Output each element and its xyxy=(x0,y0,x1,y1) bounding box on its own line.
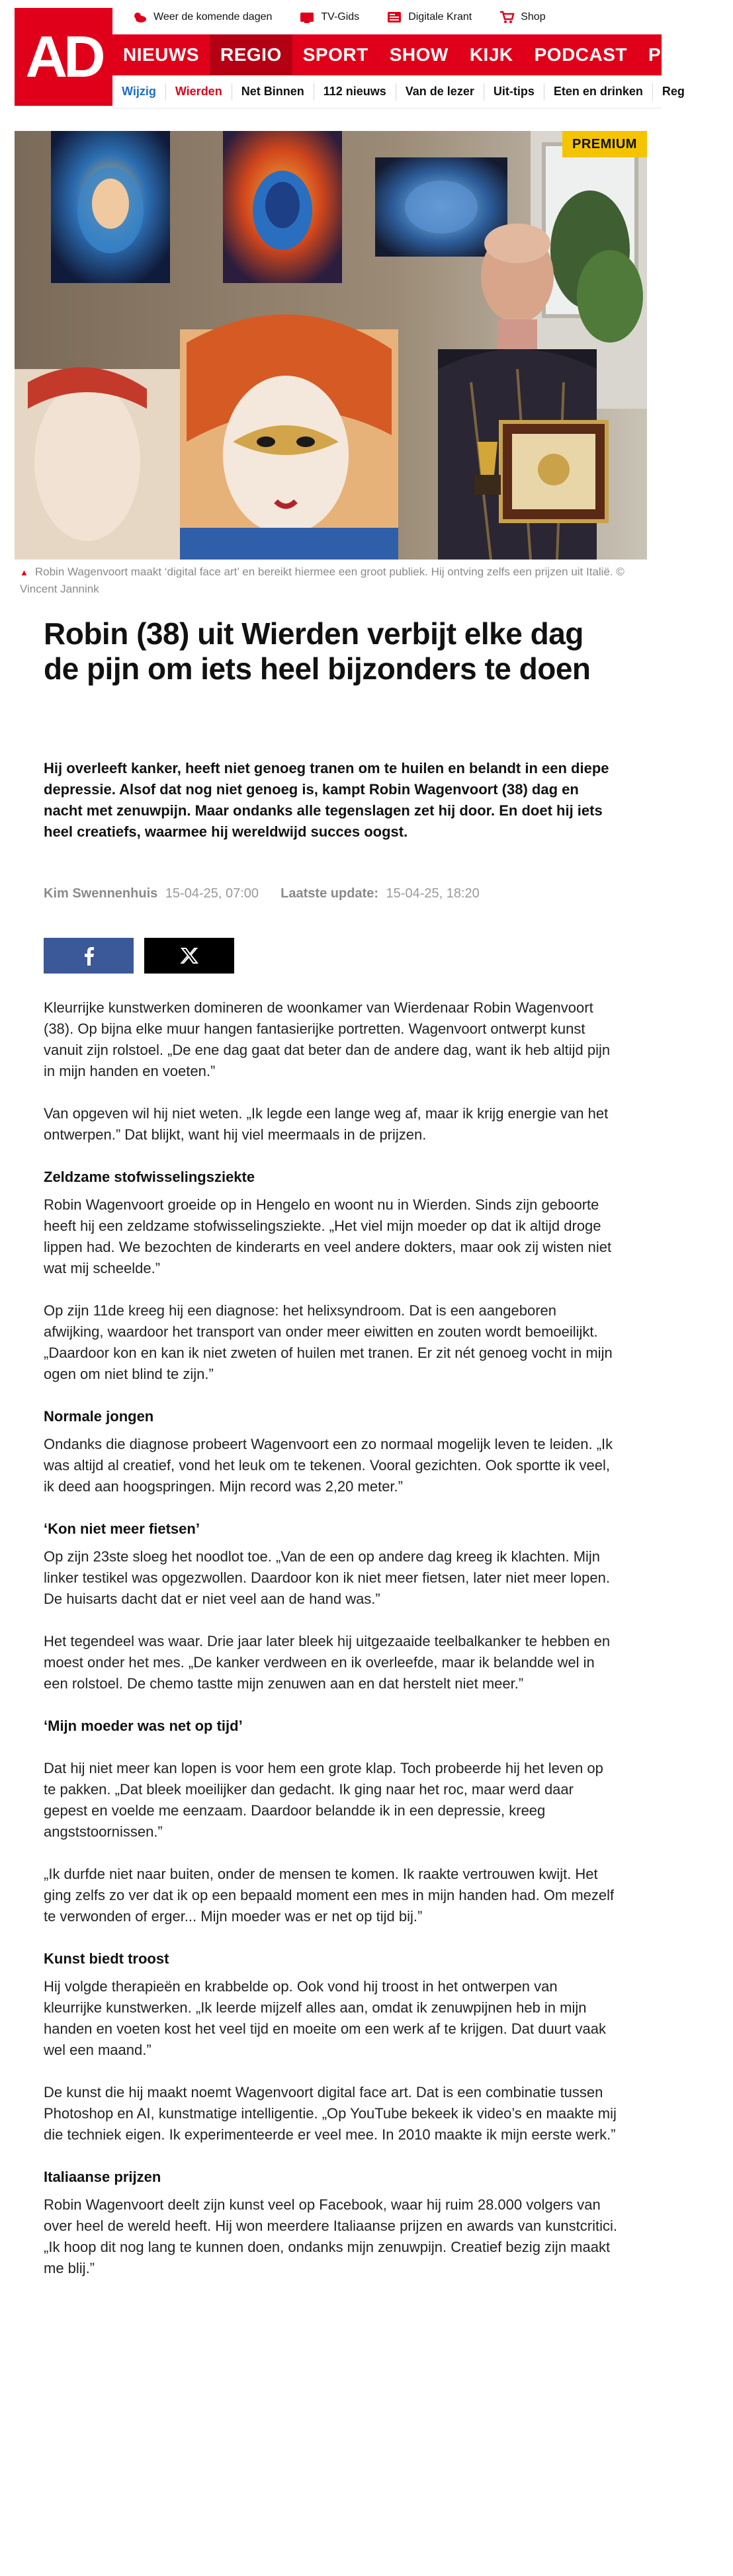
x-icon xyxy=(180,946,198,965)
facebook-icon xyxy=(83,946,95,966)
paragraph: Dat hij niet meer kan lopen is voor hem een grote klap. Toch probeerde hij het leven op te pakken. „Dat bleek moeilijker dan gedacht. Ik ging naar het roc, maar werd daar gepest en voelde me eenzaam. Daardoor belandde ik in een depressie, kreeg angststoornissen.” xyxy=(44,1760,603,1840)
paragraph: Het tegendeel was waar. Drie jaar later bleek hij uitgezaaide teelbalkanker te hebben en moest onder het mes. „De kanker verdween en ik overleefde, maar ik belandde wel in een rolstoel. De chemo tastte mijn zenuwen aan en dat herstelt niet meer.” xyxy=(44,1633,611,1692)
topbar-krant-label: Digitale Krant xyxy=(408,11,472,22)
nav-puzzel[interactable]: PUZZEL xyxy=(648,44,722,65)
topbar-weather[interactable] xyxy=(132,11,272,24)
article-body xyxy=(44,997,619,2300)
nav-sport[interactable]: SPORT xyxy=(302,44,368,65)
hero-photo xyxy=(15,131,647,560)
hero-image xyxy=(15,131,647,560)
updated-date: 15-04-25, 18:20 xyxy=(386,886,480,901)
paragraph: Hij volgde therapieën en krabbelde op. Ook vond hij troost in het ontwerpen van kleurrijke kunstwerken. „Ik leerde mijzelf alles aan, omdat ik zenuwpijnen heb in mijn handen en voeten kost het veel tijd en moeite om een werk af te krijgen. Dat duurt vaak wel een maand.” xyxy=(44,1978,606,2058)
subnav-van-de-lezer[interactable]: Van de lezer xyxy=(396,83,484,101)
caption-triangle-icon: ▲ xyxy=(20,567,28,577)
subnav-net-binnen[interactable]: Net Binnen xyxy=(232,83,314,101)
paragraph: Ondanks die diagnose probeert Wagenvoort een zo normaal mogelijk leven te leiden. „Ik was altijd al creatief, vond het leuk om te tekenen. Vooral gezichten. Ook sportte ik veel, ik deed aan hoogspringen. Mijn record was 2,20 meter.” xyxy=(44,1436,613,1495)
main-navigation xyxy=(112,34,722,75)
nav-kijk[interactable]: KIJK xyxy=(469,44,513,65)
topbar-shop[interactable] xyxy=(499,11,545,24)
subheading: ‘Kon niet meer fietsen’ xyxy=(44,1520,200,1537)
caption-text: Robin Wagenvoort maakt ‘digital face art’ en bereikt hiermee een groot publiek. Hij ontving zelfs een prijzen uit Italië. © Vincent Jannink xyxy=(20,565,625,595)
topbar-krant[interactable] xyxy=(387,11,472,24)
sub-navigation xyxy=(112,75,685,108)
nav-regio[interactable]: REGIO xyxy=(210,34,292,75)
subheading: ‘Mijn moeder was net op tijd’ xyxy=(44,1718,243,1734)
subnav-uit-tips[interactable]: Uit-tips xyxy=(484,83,544,101)
paragraph: Kleurrijke kunstwerken domineren de woonkamer van Wierdenaar Robin Wagenvoort (38). Op bijna elke muur hangen fantasierijke portretten. Wagenvoort ontwerpt kunst vanuit zijn rolstoel. „De ene dag gaat dat beter dan de andere dag, want ik heb altijd pijn in mijn handen en voeten.” xyxy=(44,999,611,1079)
subnav-112-nieuws[interactable]: 112 nieuws xyxy=(314,83,396,101)
topbar-tv[interactable] xyxy=(300,11,359,24)
subnav-wijzig[interactable]: Wijzig xyxy=(112,83,166,101)
cart-icon xyxy=(499,11,514,24)
paragraph: Op zijn 11de kreeg hij een diagnose: het helixsyndroom. Dat is een aangeboren afwijking, waardoor het transport van onder meer eiwitten en zouten wordt bemoeilijkt. „Daardoor kon en kan ik niet zweten of huilen met tranen. Er zit nét genoeg vocht in mijn ogen om niet blind te zijn.” xyxy=(44,1302,613,1382)
nav-podcast[interactable]: PODCAST xyxy=(534,44,628,65)
subnav-wierden[interactable]: Wierden xyxy=(166,83,232,101)
article-intro: Hij overleeft kanker, heeft niet genoeg tranen om te huilen en belandt in een diepe depressie. Alsof dat nog niet genoeg is, kampt Robin Wagenvoort (38) dag en nacht met zenuwpijn. Maar ondanks alle tegenslagen zet hij door. En doet hij iets heel creatiefs, waarmee hij wereldwijd succes oogst. xyxy=(44,760,609,840)
tv-icon xyxy=(300,11,314,24)
subheading: Normale jongen xyxy=(44,1408,154,1425)
topbar-shop-label: Shop xyxy=(521,11,546,22)
logo-text: AD xyxy=(25,24,102,89)
premium-badge: PREMIUM xyxy=(562,131,647,157)
site-header xyxy=(0,0,722,109)
paragraph: De kunst die hij maakt noemt Wagenvoort digital face art. Dat is een combinatie tussen Photoshop en AI, kunstmatige intelligentie. „Op YouTube bekeek ik video’s en maakte mij die techniek eigen. Ik experimenteerde er veel mee. In 2010 maakte ik mijn eerste werk.” xyxy=(44,2084,617,2143)
subnav-regio-more[interactable]: Reg xyxy=(662,85,685,98)
paragraph: Van opgeven wil hij niet weten. „Ik legde een lange weg af, maar ik krijg energie van het ontwerpen.” Dat blijkt, want hij viel meermaals in de prijzen. xyxy=(44,1105,609,1143)
paragraph: „Ik durfde niet naar buiten, onder de mensen te komen. Ik raakte vertrouwen kwijt. Het ging zelfs zo ver dat ik op een bepaald moment een mes in mijn handen had. Om mezelf te verwonden of erger... Mijn moeder was er net op tijd bij.” xyxy=(44,1866,615,1925)
article-byline xyxy=(44,886,613,901)
weather-icon xyxy=(132,11,147,24)
site-logo[interactable] xyxy=(15,8,112,106)
subnav-eten-en-drinken[interactable]: Eten en drinken xyxy=(544,83,653,101)
updated-label: Laatste update: xyxy=(280,886,378,901)
subheading: Italiaanse prijzen xyxy=(44,2169,161,2185)
newspaper-icon xyxy=(387,11,402,24)
topbar-tv-label: TV-Gids xyxy=(321,11,360,22)
share-facebook-button[interactable] xyxy=(44,938,134,974)
nav-nieuws[interactable]: NIEUWS xyxy=(123,44,199,65)
published-date: 15-04-25, 07:00 xyxy=(165,886,259,901)
top-utility-bar xyxy=(112,0,662,34)
topbar-weather-label: Weer de komende dagen xyxy=(153,11,273,22)
subheading: Kunst biedt troost xyxy=(44,1950,169,1967)
paragraph: Robin Wagenvoort groeide op in Hengelo en woont nu in Wierden. Sinds zijn geboorte heeft hij een zeldzame stofwisselingsziekte. „Het viel mijn moeder op dat ik altijd droge lippen had. We bezochten de kinderarts en veel andere dokters, maar ook zij wisten niet wat mij scheelde.” xyxy=(44,1196,612,1276)
paragraph: Robin Wagenvoort deelt zijn kunst veel op Facebook, waar hij ruim 28.000 volgers van over heel de wereld heeft. Hij won meerdere Italiaanse prijzen en awards van kunstcritici. „Ik hoop dit nog lang te kunnen doen, ondanks mijn zenuwpijn. Creatief bezig zijn maakt me blij.” xyxy=(44,2196,617,2276)
article-headline: Robin (38) uit Wierden verbijt elke dag de pijn om iets heel bijzonders te doen xyxy=(44,616,591,686)
photo-caption xyxy=(20,563,646,597)
nav-show[interactable]: SHOW xyxy=(389,44,449,65)
paragraph: Op zijn 23ste sloeg het noodlot toe. „Van de een op andere dag kreeg ik klachten. Mijn linker testikel was opgezwollen. Daardoor kon ik niet meer fietsen, later niet meer lopen. De huisarts dacht dat er niet veel aan de hand was.” xyxy=(44,1548,610,1607)
share-x-button[interactable] xyxy=(144,938,234,974)
author-name[interactable]: Kim Swennenhuis xyxy=(44,886,158,901)
subheading: Zeldzame stofwisselingsziekte xyxy=(44,1169,255,1185)
